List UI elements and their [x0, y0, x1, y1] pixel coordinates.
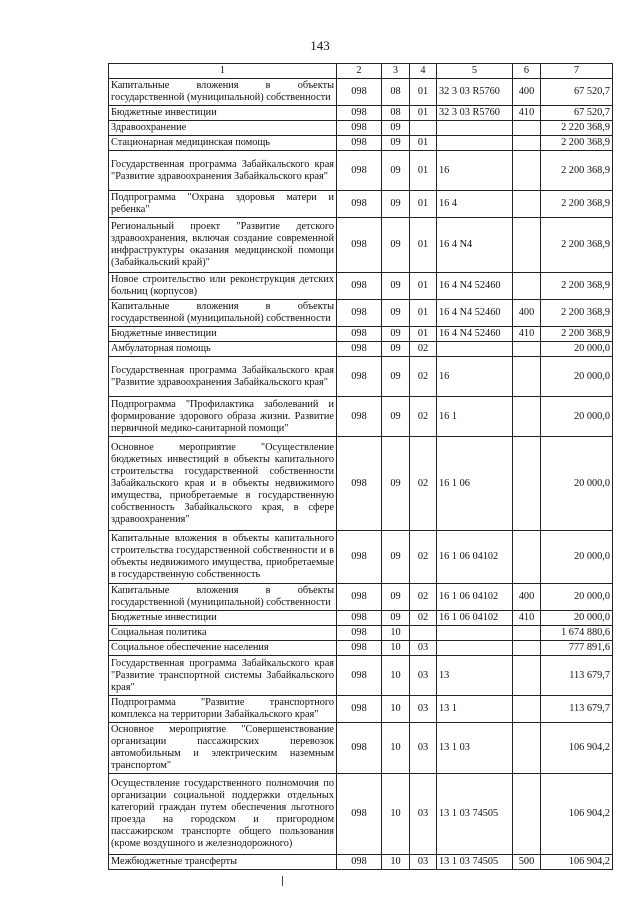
header-cell: 7	[541, 64, 613, 79]
cell-target: 16 1 06 04102	[437, 611, 513, 626]
cell-name: Подпрограмма "Охрана здоровья матери и ребенка"	[109, 191, 337, 218]
cell-subsection: 01	[410, 300, 437, 327]
cell-amount: 2 200 368,9	[541, 300, 613, 327]
cell-name: Осуществление государственного полномочия по организации социальной поддержки отдельных категорий граждан путем обеспечения льготного проезда на городском и пригородном пассажирском транспорте общего пользования (кроме воздушного и железнодорожного)	[109, 774, 337, 855]
cell-target: 16	[437, 357, 513, 397]
cell-name: Бюджетные инвестиции	[109, 327, 337, 342]
cell-section: 09	[382, 342, 410, 357]
cell-ministry: 098	[337, 584, 382, 611]
page-margin-mark	[282, 876, 283, 886]
cell-ministry: 098	[337, 106, 382, 121]
cell-name: Капитальные вложения в объекты государственной (муниципальной) собственности	[109, 79, 337, 106]
table-row	[109, 300, 613, 327]
cell-section: 10	[382, 855, 410, 870]
cell-section: 09	[382, 300, 410, 327]
cell-ministry: 098	[337, 656, 382, 696]
cell-section: 09	[382, 136, 410, 151]
cell-subsection: 02	[410, 584, 437, 611]
cell-section: 08	[382, 106, 410, 121]
cell-expense-type	[513, 626, 541, 641]
cell-name: Бюджетные инвестиции	[109, 611, 337, 626]
table-row	[109, 584, 613, 611]
header-cell: 5	[437, 64, 513, 79]
cell-section: 09	[382, 584, 410, 611]
cell-subsection	[410, 626, 437, 641]
page-number: 143	[310, 38, 330, 53]
table-header-row	[109, 64, 613, 79]
cell-target: 13	[437, 656, 513, 696]
cell-target: 13 1 03 74505	[437, 855, 513, 870]
cell-target	[437, 121, 513, 136]
cell-ministry: 098	[337, 437, 382, 531]
cell-subsection: 02	[410, 357, 437, 397]
cell-expense-type: 400	[513, 300, 541, 327]
cell-subsection	[410, 121, 437, 136]
cell-ministry: 098	[337, 696, 382, 723]
table-row	[109, 218, 613, 273]
cell-expense-type	[513, 342, 541, 357]
cell-subsection: 01	[410, 218, 437, 273]
budget-table	[108, 63, 613, 870]
cell-section: 09	[382, 437, 410, 531]
cell-expense-type: 400	[513, 584, 541, 611]
cell-section: 08	[382, 79, 410, 106]
cell-expense-type	[513, 531, 541, 584]
table-row	[109, 696, 613, 723]
cell-amount: 2 200 368,9	[541, 327, 613, 342]
cell-amount: 20 000,0	[541, 397, 613, 437]
cell-section: 10	[382, 626, 410, 641]
cell-expense-type	[513, 696, 541, 723]
cell-target	[437, 342, 513, 357]
cell-name: Стационарная медицинская помощь	[109, 136, 337, 151]
cell-name: Здравоохранение	[109, 121, 337, 136]
table-row	[109, 626, 613, 641]
header-cell: 2	[337, 64, 382, 79]
cell-ministry: 098	[337, 855, 382, 870]
cell-amount: 67 520,7	[541, 106, 613, 121]
cell-expense-type: 500	[513, 855, 541, 870]
cell-amount: 2 220 368,9	[541, 121, 613, 136]
cell-expense-type	[513, 397, 541, 437]
cell-amount: 2 200 368,9	[541, 218, 613, 273]
cell-expense-type	[513, 723, 541, 774]
cell-ministry: 098	[337, 273, 382, 300]
cell-subsection: 01	[410, 136, 437, 151]
cell-ministry: 098	[337, 723, 382, 774]
cell-target: 13 1 03 74505	[437, 774, 513, 855]
cell-section: 10	[382, 641, 410, 656]
cell-section: 09	[382, 611, 410, 626]
cell-amount: 2 200 368,9	[541, 151, 613, 191]
cell-subsection: 01	[410, 79, 437, 106]
cell-amount: 20 000,0	[541, 342, 613, 357]
cell-section: 09	[382, 531, 410, 584]
cell-subsection: 02	[410, 611, 437, 626]
cell-ministry: 098	[337, 626, 382, 641]
table-row	[109, 121, 613, 136]
cell-expense-type	[513, 136, 541, 151]
cell-target: 13 1 03	[437, 723, 513, 774]
cell-name: Социальное обеспечение населения	[109, 641, 337, 656]
cell-name: Бюджетные инвестиции	[109, 106, 337, 121]
cell-name: Подпрограмма "Профилактика заболеваний и формирование здорового образа жизни. Развитие первичной медико-санитарной помощи"	[109, 397, 337, 437]
cell-expense-type: 400	[513, 79, 541, 106]
table-row	[109, 611, 613, 626]
cell-subsection: 03	[410, 723, 437, 774]
cell-amount: 20 000,0	[541, 584, 613, 611]
table-row	[109, 397, 613, 437]
table-body	[109, 64, 613, 870]
cell-expense-type	[513, 191, 541, 218]
cell-ministry: 098	[337, 611, 382, 626]
cell-expense-type: 410	[513, 106, 541, 121]
cell-ministry: 098	[337, 151, 382, 191]
cell-amount: 20 000,0	[541, 531, 613, 584]
cell-ministry: 098	[337, 218, 382, 273]
table-row	[109, 855, 613, 870]
cell-expense-type	[513, 218, 541, 273]
cell-ministry: 098	[337, 397, 382, 437]
cell-amount: 20 000,0	[541, 357, 613, 397]
cell-target: 16 4 N4	[437, 218, 513, 273]
cell-name: Межбюджетные трансферты	[109, 855, 337, 870]
cell-expense-type	[513, 641, 541, 656]
table-row	[109, 273, 613, 300]
cell-section: 09	[382, 218, 410, 273]
cell-expense-type: 410	[513, 611, 541, 626]
cell-name: Амбулаторная помощь	[109, 342, 337, 357]
cell-target	[437, 641, 513, 656]
cell-amount: 20 000,0	[541, 437, 613, 531]
table-row	[109, 342, 613, 357]
cell-subsection: 03	[410, 774, 437, 855]
cell-target: 13 1	[437, 696, 513, 723]
cell-ministry: 098	[337, 191, 382, 218]
table-row	[109, 641, 613, 656]
cell-section: 10	[382, 723, 410, 774]
cell-expense-type	[513, 656, 541, 696]
cell-name: Государственная программа Забайкальского края "Развитие здравоохранения Забайкальского края"	[109, 357, 337, 397]
cell-target: 32 3 03 R5760	[437, 79, 513, 106]
cell-ministry: 098	[337, 774, 382, 855]
cell-name: Капитальные вложения в объекты капитального строительства государственной собственности и в объекты недвижимого имущества, приобретаемые в государственную собственность	[109, 531, 337, 584]
cell-target: 16 4 N4 52460	[437, 273, 513, 300]
header-cell: 4	[410, 64, 437, 79]
cell-expense-type	[513, 437, 541, 531]
cell-subsection: 03	[410, 656, 437, 696]
cell-section: 10	[382, 774, 410, 855]
cell-target: 16 4	[437, 191, 513, 218]
cell-name: Региональный проект "Развитие детского здравоохранения, включая создание современной инфраструктуры оказания медицинской помощи (Забайкальский край)"	[109, 218, 337, 273]
cell-section: 09	[382, 273, 410, 300]
cell-name: Социальная политика	[109, 626, 337, 641]
table-row	[109, 656, 613, 696]
cell-target	[437, 136, 513, 151]
cell-amount: 106 904,2	[541, 774, 613, 855]
table-row	[109, 723, 613, 774]
cell-ministry: 098	[337, 121, 382, 136]
cell-section: 09	[382, 121, 410, 136]
header-cell: 6	[513, 64, 541, 79]
cell-subsection: 03	[410, 696, 437, 723]
cell-amount: 113 679,7	[541, 696, 613, 723]
cell-amount: 20 000,0	[541, 611, 613, 626]
cell-target: 16 1 06	[437, 437, 513, 531]
cell-ministry: 098	[337, 327, 382, 342]
cell-target	[437, 626, 513, 641]
cell-subsection: 01	[410, 106, 437, 121]
cell-ministry: 098	[337, 531, 382, 584]
cell-expense-type: 410	[513, 327, 541, 342]
table-row	[109, 151, 613, 191]
table-row	[109, 357, 613, 397]
cell-expense-type	[513, 121, 541, 136]
cell-amount: 113 679,7	[541, 656, 613, 696]
cell-name: Капитальные вложения в объекты государственной (муниципальной) собственности	[109, 300, 337, 327]
cell-subsection: 02	[410, 397, 437, 437]
cell-target: 16 4 N4 52460	[437, 300, 513, 327]
cell-ministry: 098	[337, 357, 382, 397]
cell-name: Подпрограмма "Развитие транспортного комплекса на территории Забайкальского края"	[109, 696, 337, 723]
cell-section: 09	[382, 327, 410, 342]
cell-name: Основное мероприятие "Совершенствование организации пассажирских перевозок автомобильным и электрическим наземным транспортом"	[109, 723, 337, 774]
cell-amount: 67 520,7	[541, 79, 613, 106]
cell-subsection: 01	[410, 273, 437, 300]
cell-ministry: 098	[337, 641, 382, 656]
cell-ministry: 098	[337, 342, 382, 357]
cell-subsection: 01	[410, 191, 437, 218]
cell-subsection: 02	[410, 342, 437, 357]
cell-section: 10	[382, 696, 410, 723]
cell-ministry: 098	[337, 300, 382, 327]
cell-subsection: 02	[410, 531, 437, 584]
cell-ministry: 098	[337, 136, 382, 151]
cell-section: 09	[382, 397, 410, 437]
cell-section: 09	[382, 151, 410, 191]
cell-subsection: 02	[410, 437, 437, 531]
cell-subsection: 03	[410, 641, 437, 656]
header-cell: 3	[382, 64, 410, 79]
table-row	[109, 774, 613, 855]
cell-amount: 2 200 368,9	[541, 273, 613, 300]
cell-name: Новое строительство или реконструкция детских больниц (корпусов)	[109, 273, 337, 300]
cell-expense-type	[513, 357, 541, 397]
cell-expense-type	[513, 774, 541, 855]
cell-amount: 2 200 368,9	[541, 136, 613, 151]
table-row	[109, 327, 613, 342]
cell-amount: 106 904,2	[541, 855, 613, 870]
cell-target: 16 1 06 04102	[437, 584, 513, 611]
cell-amount: 777 891,6	[541, 641, 613, 656]
cell-target: 32 3 03 R5760	[437, 106, 513, 121]
table-row	[109, 437, 613, 531]
cell-target: 16 1	[437, 397, 513, 437]
table-row	[109, 106, 613, 121]
cell-name: Государственная программа Забайкальского края "Развитие транспортной системы Забайкальского края"	[109, 656, 337, 696]
cell-name: Капитальные вложения в объекты государственной (муниципальной) собственности	[109, 584, 337, 611]
cell-amount: 106 904,2	[541, 723, 613, 774]
cell-section: 10	[382, 656, 410, 696]
cell-expense-type	[513, 151, 541, 191]
header-cell: 1	[109, 64, 337, 79]
cell-name: Государственная программа Забайкальского края "Развитие здравоохранения Забайкальского края"	[109, 151, 337, 191]
cell-subsection: 01	[410, 327, 437, 342]
cell-subsection: 01	[410, 151, 437, 191]
table-row	[109, 531, 613, 584]
table-row	[109, 136, 613, 151]
cell-target: 16 1 06 04102	[437, 531, 513, 584]
cell-expense-type	[513, 273, 541, 300]
cell-subsection: 03	[410, 855, 437, 870]
cell-section: 09	[382, 191, 410, 218]
table-row	[109, 191, 613, 218]
cell-amount: 1 674 880,6	[541, 626, 613, 641]
cell-name: Основное мероприятие "Осуществление бюджетных инвестиций в объекты капитального строительства государственной собственности Забайкальского края и в объекты недвижимого имущества, приобретаемые в государственную собственность Забайкальского края, в сфере здравоохранения"	[109, 437, 337, 531]
table-row	[109, 79, 613, 106]
cell-section: 09	[382, 357, 410, 397]
cell-amount: 2 200 368,9	[541, 191, 613, 218]
cell-target: 16	[437, 151, 513, 191]
cell-target: 16 4 N4 52460	[437, 327, 513, 342]
cell-ministry: 098	[337, 79, 382, 106]
